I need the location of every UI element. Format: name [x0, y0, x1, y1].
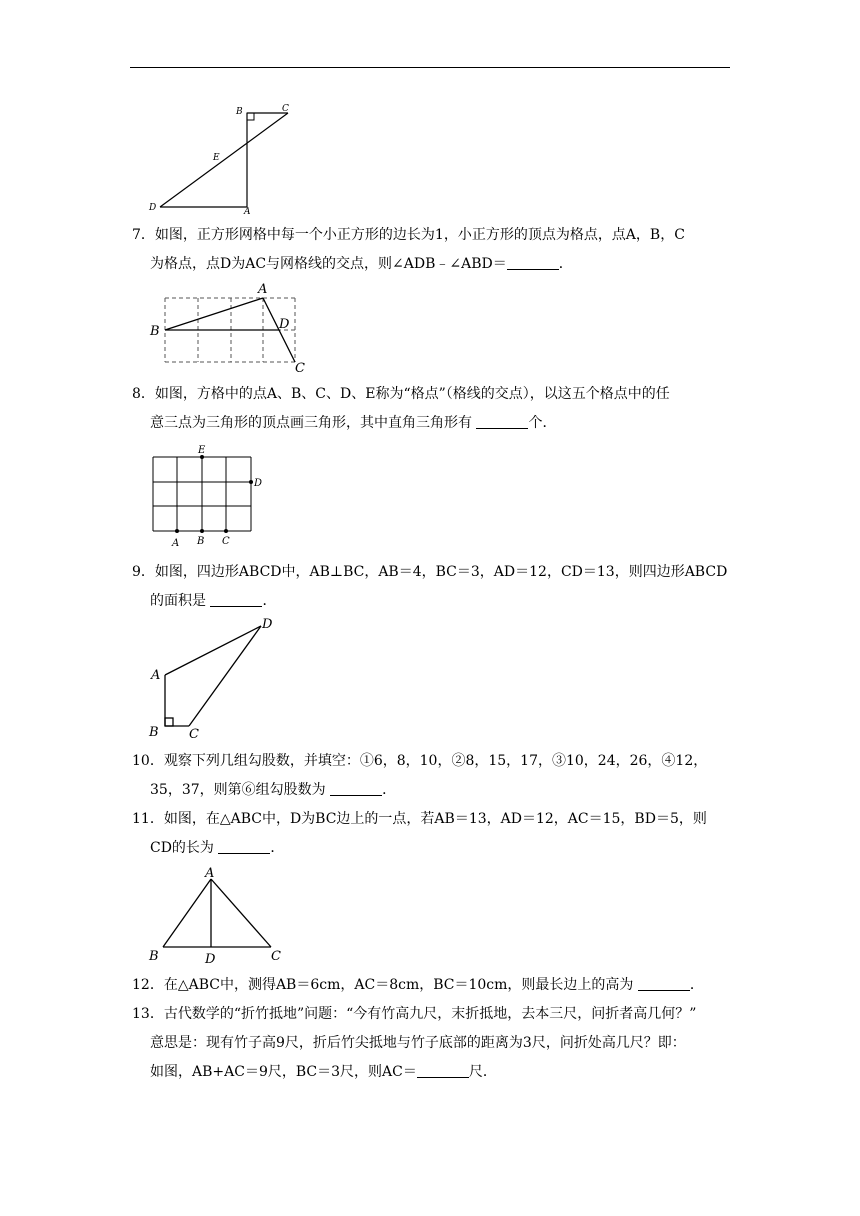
label-e: E	[213, 153, 220, 163]
q7-line1: 7．如图，正方形网格中每一个小正方形的边长为1，小正方形的顶点为格点，点A，B，C	[132, 227, 685, 243]
answer-blank[interactable]	[417, 1063, 469, 1078]
label-a: A	[258, 282, 268, 297]
q11-line2-end: ．	[270, 840, 285, 856]
label-d: D	[205, 952, 216, 967]
answer-blank[interactable]	[330, 781, 382, 796]
label-a: A	[172, 538, 180, 549]
label-d: D	[254, 478, 263, 489]
label-b: B	[236, 107, 243, 117]
figure-q7	[145, 280, 315, 375]
q12-line1	[132, 975, 704, 995]
figure-q9	[145, 612, 285, 742]
q9-line2-end: ．	[262, 593, 277, 609]
label-c: C	[282, 104, 289, 114]
q9-line2	[150, 591, 276, 611]
q8-line2-text: 意三点为三角形的顶点画三角形，其中直角三角形有	[150, 415, 477, 431]
q13-line3	[150, 1062, 497, 1082]
q13-line3-text: 如图，AB+AC＝9尺，BC＝3尺，则AC＝	[150, 1064, 417, 1080]
label-c: C	[189, 727, 199, 742]
label-d: D	[262, 617, 273, 632]
q8-line1: 8．如图，方格中的点A、B、C、D、E称为“格点”（格线的交点），以这五个格点中的任	[132, 386, 670, 402]
q11-line1: 11．如图，在△ABC中，D为BC边上的一点，若AB＝13，AD＝12，AC＝15，BD＝5，则	[132, 811, 707, 827]
label-c: C	[271, 949, 281, 964]
q11-line2	[150, 838, 284, 858]
figure-q8	[145, 442, 275, 552]
q11-line2-text: CD的长为	[150, 840, 219, 856]
answer-blank[interactable]	[507, 255, 559, 270]
q12-line1-text: 12．在△ABC中，测得AB＝6cm，AC＝8cm，BC＝10cm，则最长边上的高为	[132, 977, 638, 993]
q13-line2: 意思是：现有竹子高9尺，折后竹尖抵地与竹子底部的距离为3尺，问折处高几尺？即：	[150, 1035, 686, 1051]
figure-q6	[140, 100, 300, 220]
header-rule	[130, 67, 730, 68]
answer-blank[interactable]	[476, 414, 528, 429]
figure-q11	[145, 862, 290, 967]
q9-line1: 9．如图，四边形ABCD中，AB⊥BC，AB＝4，BC＝3，AD＝12，CD＝13，则四边形ABCD	[132, 564, 728, 580]
label-e: E	[198, 445, 206, 456]
q7-line2-text: 为格点，点D为AC与网格线的交点，则∠ADB﹣∠ABD＝	[150, 256, 507, 272]
q9-line2-text: 的面积是	[150, 593, 211, 609]
q7-line2-end: ．	[558, 256, 573, 272]
label-b: B	[149, 725, 159, 740]
label-d: D	[279, 317, 290, 332]
q10-line2-end: ．	[382, 782, 397, 798]
answer-blank[interactable]	[210, 592, 262, 607]
q7-line2	[150, 254, 573, 274]
answer-blank[interactable]	[638, 976, 690, 991]
answer-blank[interactable]	[218, 839, 270, 854]
q13-line1: 13．古代数学的“折竹抵地”问题：“今有竹高九尺，末折抵地，去本三尺，问折者高几何？”	[132, 1006, 697, 1022]
label-b: B	[197, 536, 205, 547]
q8-line2	[150, 413, 556, 433]
label-b: B	[149, 949, 159, 964]
label-b: B	[150, 324, 160, 339]
q8-line2-end: 个．	[528, 415, 557, 431]
q10-line2-text: 35，37，则第⑥组勾股数为	[150, 782, 331, 798]
q12-line1-end: ．	[689, 977, 704, 993]
label-c: C	[222, 536, 230, 547]
q10-line1: 10．观察下列几组勾股数，并填空：①6，8，10，②8，15，17，③10，24，26，④12，	[132, 753, 708, 769]
label-c: C	[295, 361, 305, 376]
label-a: A	[151, 668, 161, 683]
q10-line2	[150, 780, 396, 800]
label-a: A	[205, 866, 215, 881]
q13-line3-end: 尺．	[468, 1064, 497, 1080]
label-d: D	[149, 203, 157, 213]
label-a: A	[244, 207, 251, 217]
